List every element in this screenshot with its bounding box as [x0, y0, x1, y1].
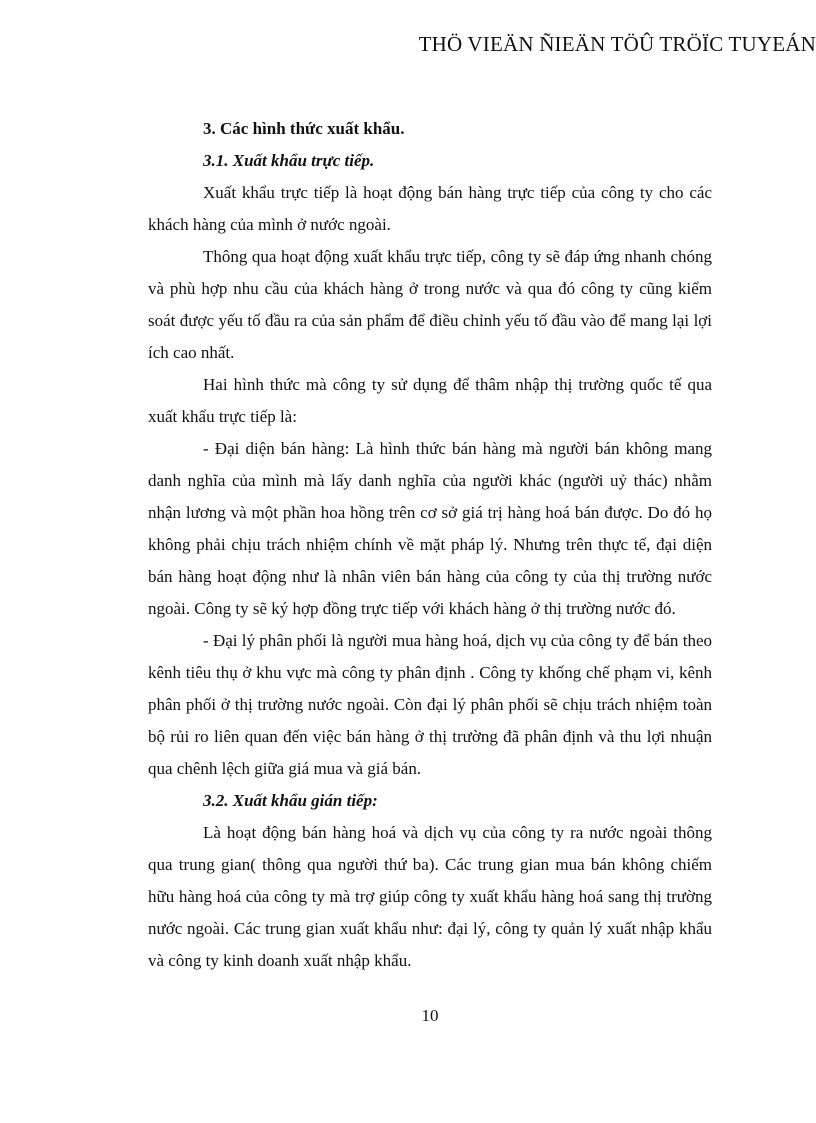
paragraph: Xuất khẩu trực tiếp là hoạt động bán hàng trực tiếp của công ty cho các khách hàng của mình ở nước ngoài. [148, 183, 712, 234]
section-heading: 3. Các hình thức xuất khẩu. [203, 119, 405, 138]
paragraph-sales-representative: - Đại diện bán hàng: Là hình thức bán hàng mà người bán không mang danh nghĩa của mình mà lấy danh nghĩa của người khác (người uỷ thác) nhằm nhận lương và một phần hoa hồng trên cơ sở giá trị hàng hoá bán được. Do đó họ không phải chịu trách nhiệm chính về mặt pháp lý. Nhưng trên thực tế, đại diện bán hàng hoạt động như là nhân viên bán hàng của công ty của thị trường nước ngoài. Công ty sẽ ký hợp đồng trực tiếp với khách hàng ở thị trường nước đó. [148, 439, 712, 618]
subsection-heading-direct-export: 3.1. Xuất khẩu trực tiếp. [203, 151, 375, 170]
paragraph-distribution-agent: - Đại lý phân phối là người mua hàng hoá, dịch vụ của công ty để bán theo kênh tiêu thụ ở khu vực mà công ty phân định . Công ty khống chế phạm vi, kênh phân phối ở thị trường nước ngoài. Còn đại lý phân phối sẽ chịu trách nhiệm toàn bộ rủi ro liên quan đến việc bán hàng ở thị trường đã phân định và thu lợi nhuận qua chênh lệch giữa giá mua và giá bán. [148, 631, 712, 778]
paragraph: Là hoạt động bán hàng hoá và dịch vụ của công ty ra nước ngoài thông qua trung gian( thông qua người thứ ba). Các trung gian mua bán không chiếm hữu hàng hoá của công ty mà trợ giúp công ty xuất khẩu hàng hoá sang thị trường nước ngoài. Các trung gian xuất khẩu như: đại lý, công ty quản lý xuất nhập khẩu và công ty kinh doanh xuất nhập khẩu. [148, 823, 712, 970]
page-header-title: THÖ VIEÄN ÑIEÄN TÖÛ TRÖÏC TUYEÁN [418, 32, 816, 56]
subsection-heading-indirect-export: 3.2. Xuất khẩu gián tiếp: [203, 791, 378, 810]
page-number: 10 [421, 1006, 439, 1025]
paragraph: Hai hình thức mà công ty sử dụng để thâm nhập thị trường quốc tế qua xuất khẩu trực tiếp là: [148, 375, 712, 426]
paragraph: Thông qua hoạt động xuất khẩu trực tiếp, công ty sẽ đáp ứng nhanh chóng và phù hợp nhu cầu của khách hàng ở trong nước và qua đó công ty cũng kiểm soát được yếu tố đầu ra của sản phẩm để điều chỉnh yếu tố đầu vào để mang lại lợi ích cao nhất. [148, 247, 712, 362]
document-body [148, 113, 712, 977]
